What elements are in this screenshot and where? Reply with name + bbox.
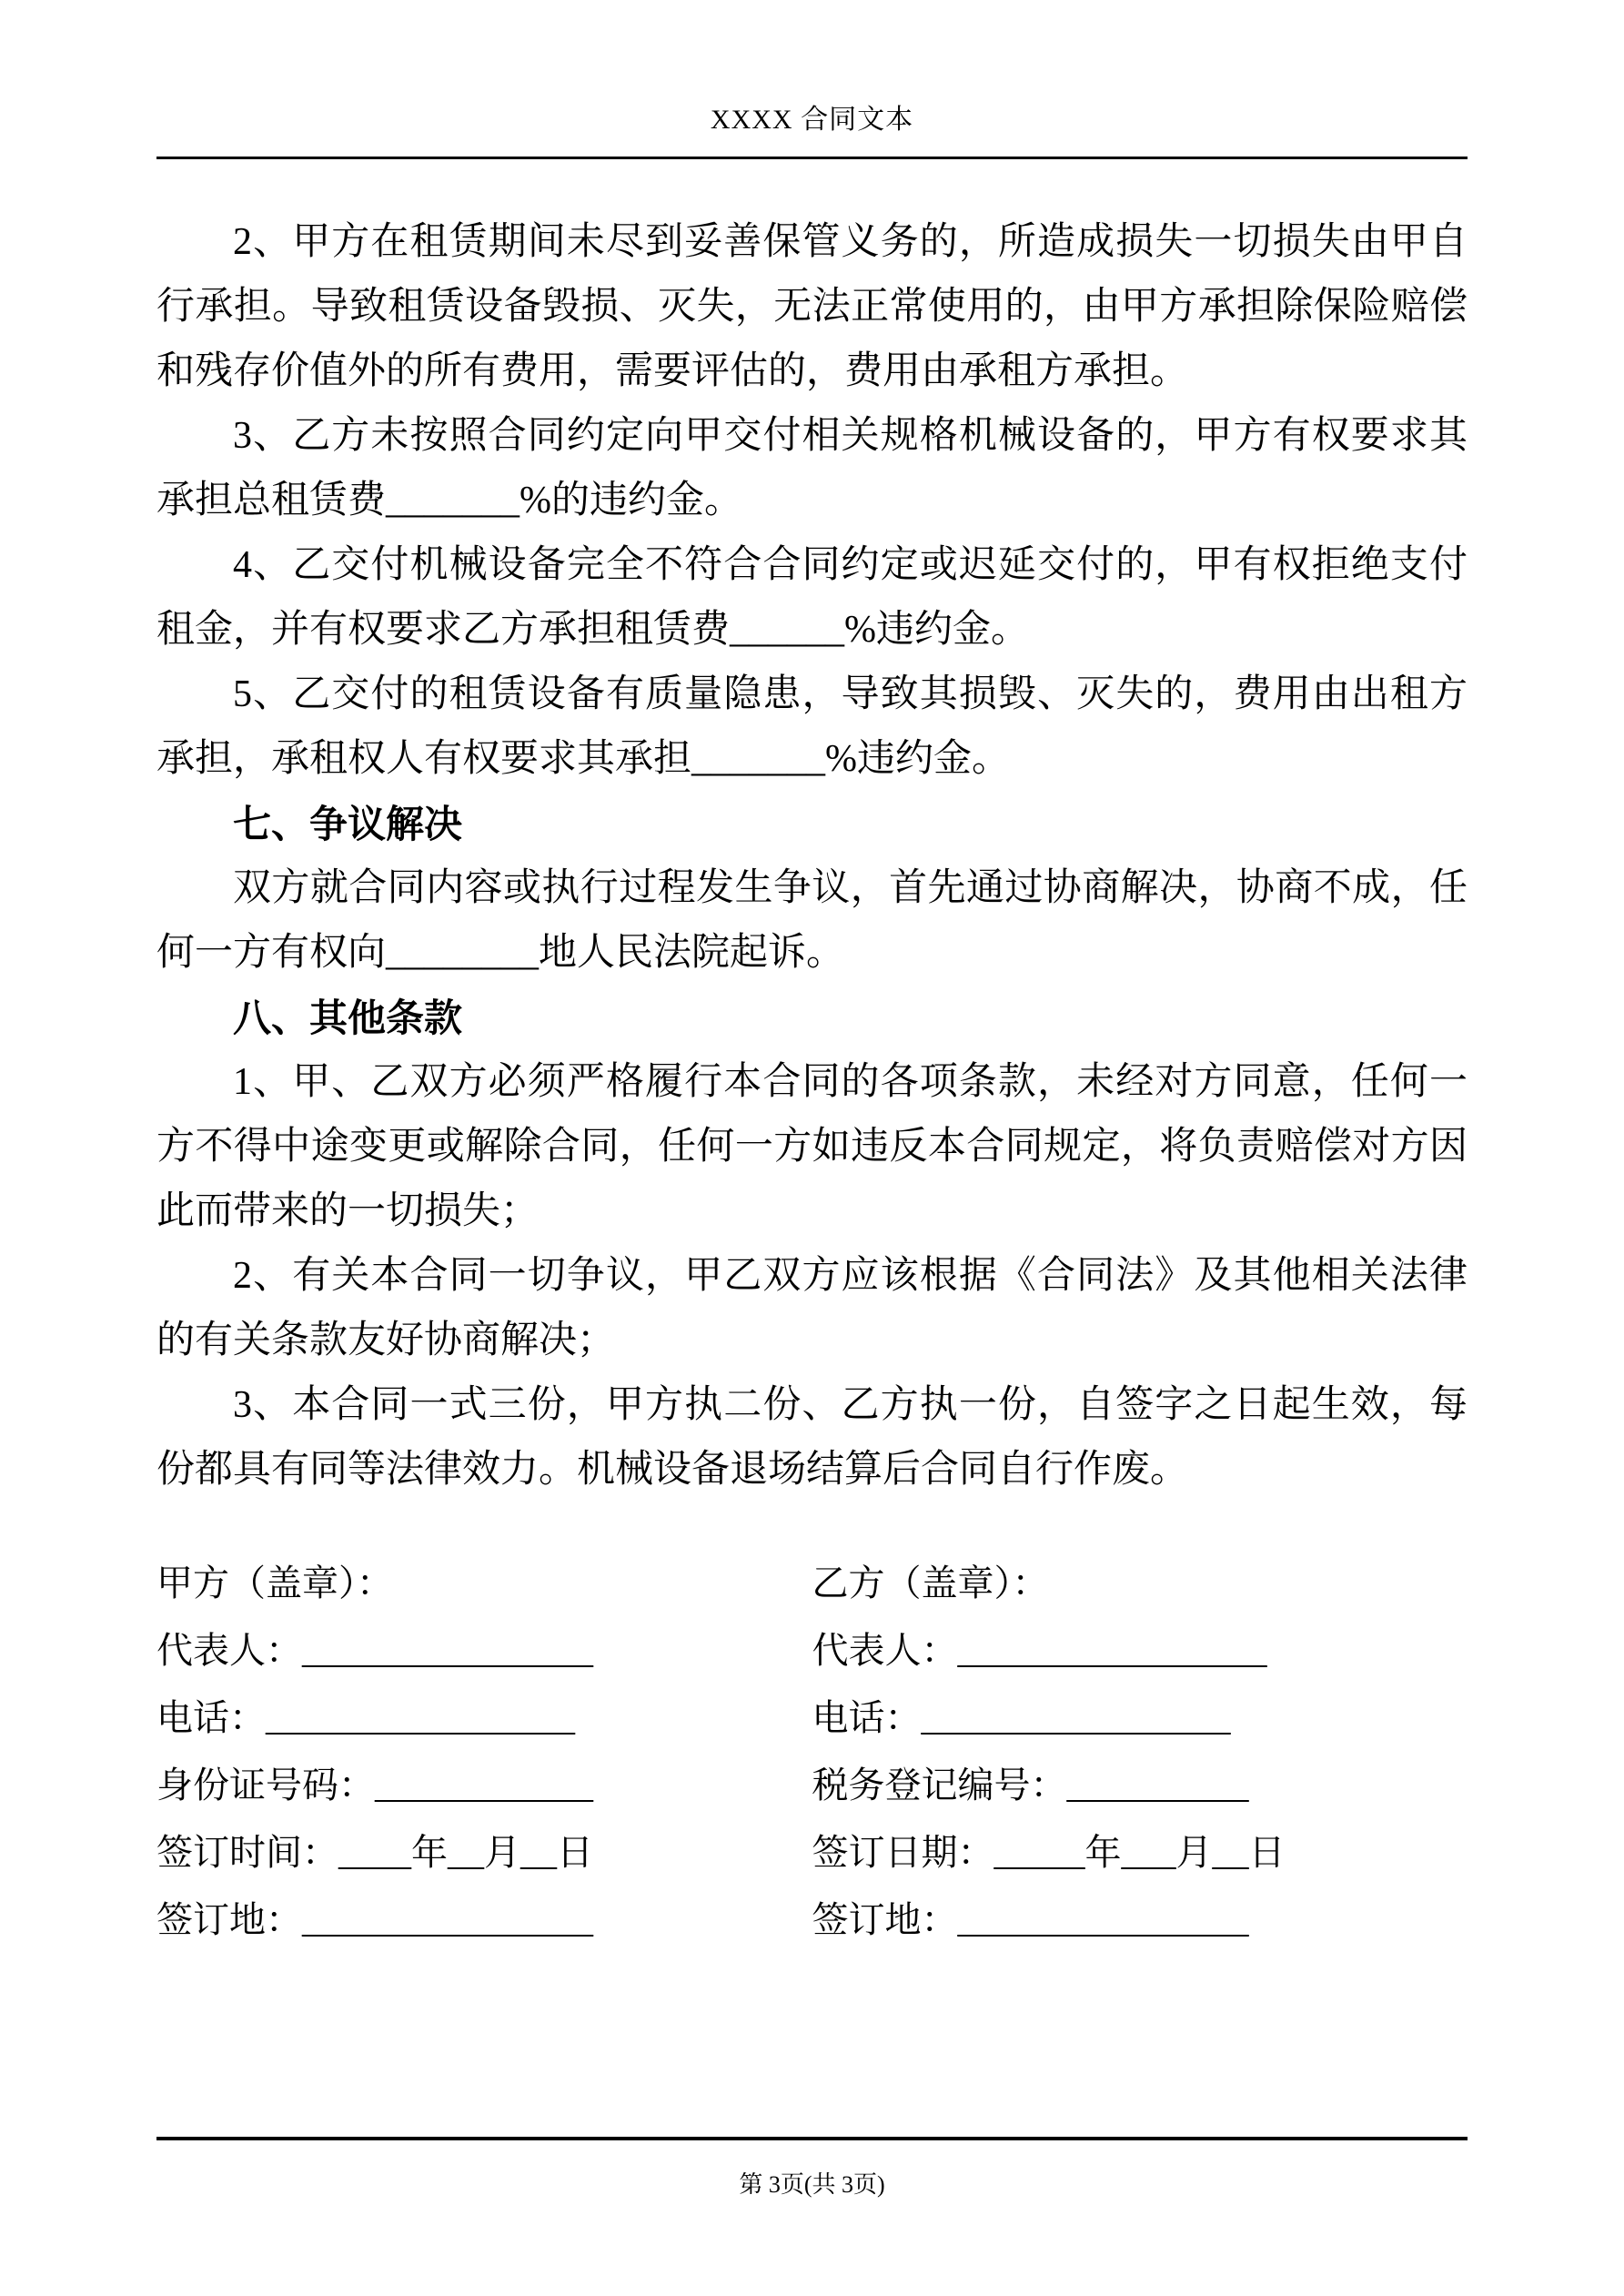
page-number: 第 3页(共 3页) xyxy=(739,2171,885,2198)
contract-clause: 3、乙方未按照合同约定向甲交付相关规格机械设备的，甲方有权要求其承担总租赁费_______%的违约金。 xyxy=(156,415,1468,521)
contract-clause: 2、有关本合同一切争议，甲乙双方应该根据《合同法》及其他相关法律的有关条款友好协商解决； xyxy=(156,1255,1468,1361)
party-b-seal-line: 乙方（盖章）： xyxy=(812,1563,1049,1603)
party-b-tax-registration-line: 税务登记编号：__________ xyxy=(812,1765,1249,1805)
header-divider xyxy=(156,157,1468,159)
contract-body xyxy=(0,210,1624,1954)
section-heading-other-terms: 八、其他条款 xyxy=(233,996,463,1039)
party-b-representative-line: 代表人：_________________ xyxy=(812,1630,1267,1671)
page-footer xyxy=(156,2137,1468,2200)
party-a-phone-line: 电话：_________________ xyxy=(156,1697,575,1738)
party-b-signing-place-line: 签订地：________________ xyxy=(812,1899,1249,1940)
party-b-signing-date-line: 签订日期：_____年___月__日 xyxy=(812,1832,1286,1873)
signature-column-party-a xyxy=(156,1550,812,1954)
contract-clause: 1、甲、乙双方必须严格履行本合同的各项条款，未经对方同意，任何一方不得中途变更或解除合同，任何一方如违反本合同规定，将负责赔偿对方因此而带来的一切损失； xyxy=(156,1061,1468,1232)
party-b-phone-line: 电话：_________________ xyxy=(812,1697,1231,1738)
signature-column-party-b xyxy=(812,1550,1468,1954)
document-header-title: XXXX 合同文本 xyxy=(710,105,914,135)
party-a-representative-line: 代表人：________________ xyxy=(156,1630,593,1671)
party-a-seal-line: 甲方（盖章）： xyxy=(156,1563,393,1603)
section-heading-dispute-resolution: 七、争议解决 xyxy=(233,803,463,845)
contract-clause: 5、乙交付的租赁设备有质量隐患，导致其损毁、灭失的，费用由出租方承担，承租权人有权要求其承担_______%违约金。 xyxy=(156,673,1468,780)
contract-clause: 4、乙交付机械设备完全不符合合同约定或迟延交付的，甲有权拒绝支付租金，并有权要求乙方承担租赁费______%违约金。 xyxy=(156,544,1468,651)
signature-section xyxy=(156,1550,1468,1954)
party-a-signing-date-line: 签订时间：____年__月__日 xyxy=(156,1832,593,1873)
contract-clause: 3、本合同一式三份，甲方执二份、乙方执一份，自签字之日起生效，每份都具有同等法律效力。机械设备退场结算后合同自行作废。 xyxy=(156,1384,1468,1491)
contract-clause: 双方就合同内容或执行过程发生争议，首先通过协商解决，协商不成，任何一方有权向________地人民法院起诉。 xyxy=(156,867,1468,974)
party-a-signing-place-line: 签订地：________________ xyxy=(156,1899,593,1940)
contract-clause: 2、甲方在租赁期间未尽到妥善保管义务的，所造成损失一切损失由甲自行承担。导致租赁设备毁损、灭失，无法正常使用的，由甲方承担除保险赔偿和残存价值外的所有费用，需要评估的，费用由承租方承担。 xyxy=(156,221,1468,392)
party-a-id-number-line: 身份证号码：____________ xyxy=(156,1765,593,1805)
